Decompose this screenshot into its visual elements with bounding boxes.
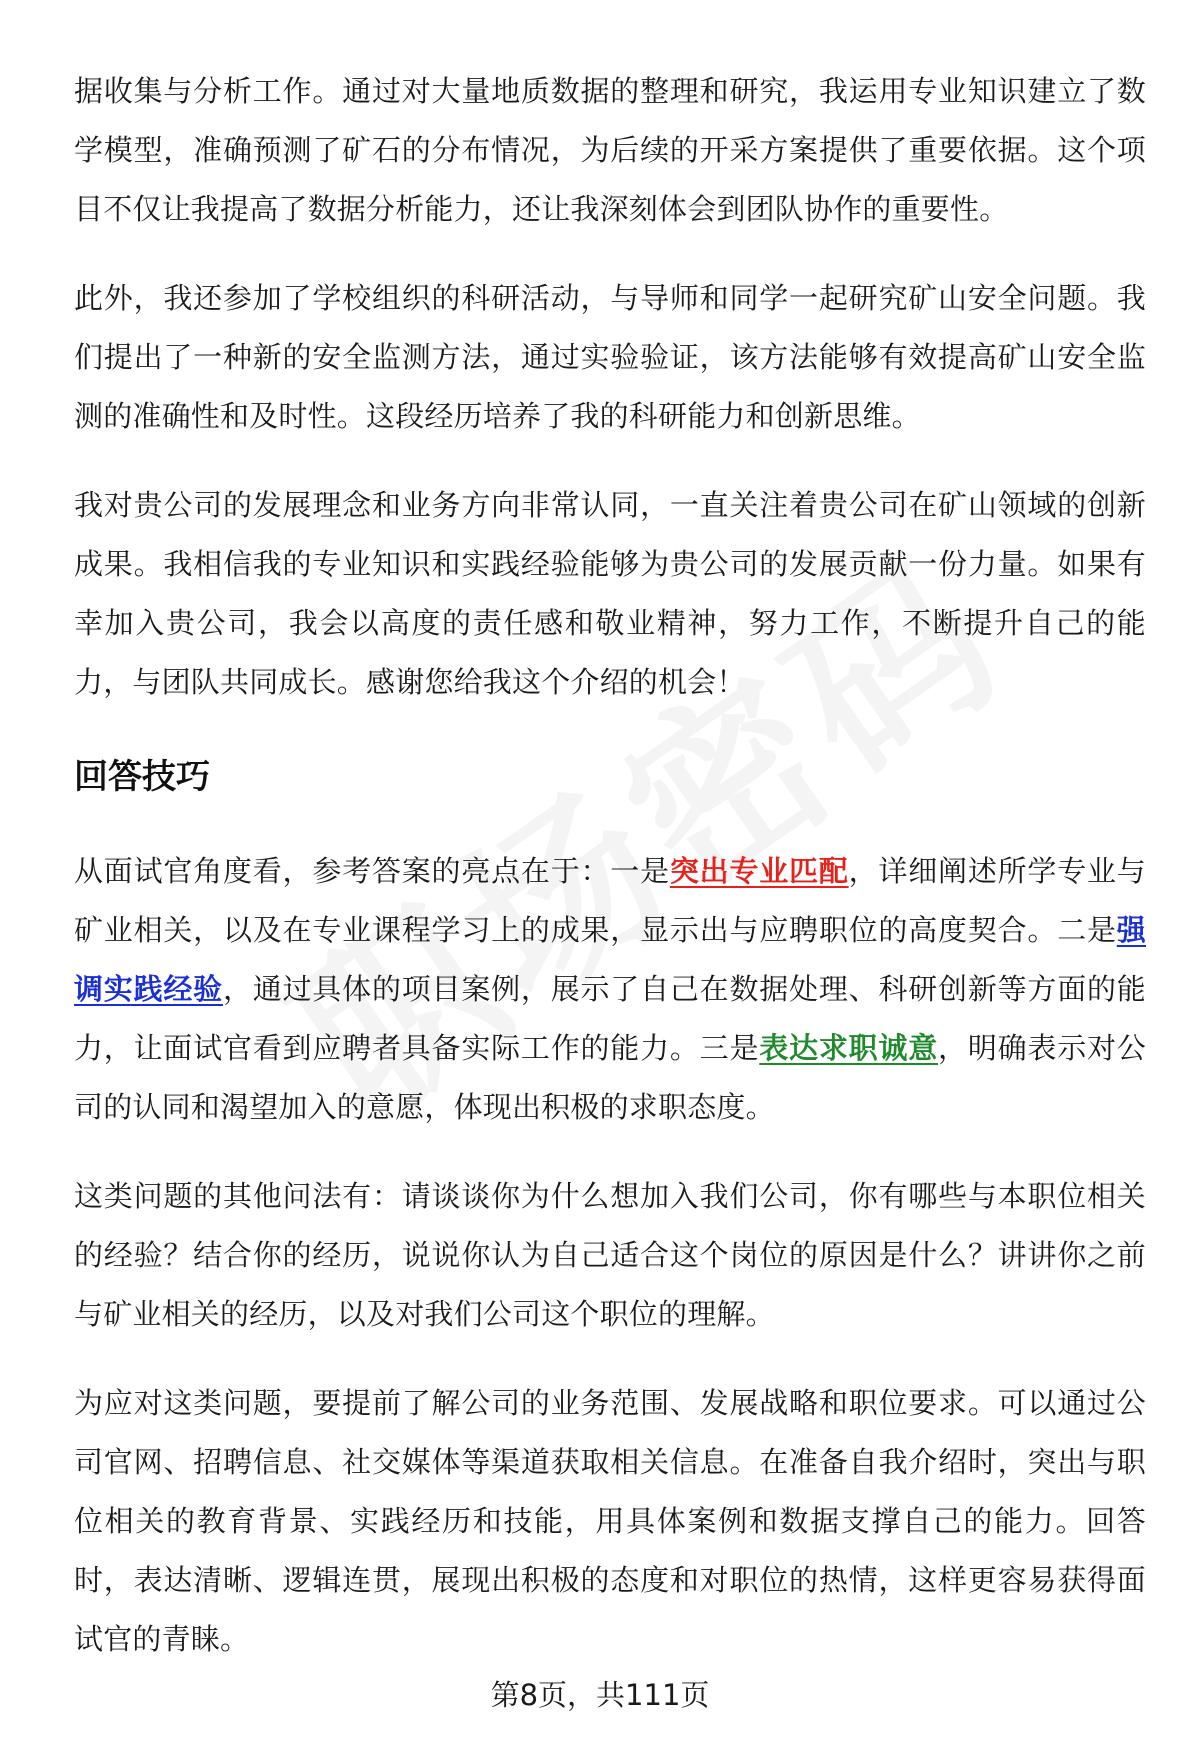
paragraph-advice: 为应对这类问题，要提前了解公司的业务范围、发展战略和职位要求。可以通过公司官网、招聘信息、社交媒体等渠道获取相关信息。在准备自我介绍时，突出与职位相关的教育背景、实践经历和技能，用具体案例和数据支撑自己的能力。回答时，表达清晰、逻辑连贯，展现出积极的态度和对职位的热情，这样更容易获得面试官的青睐。	[74, 1386, 1146, 1656]
paragraph-company-recognition: 我对贵公司的发展理念和业务方向非常认同，一直关注着贵公司在矿山领域的创新成果。我相信我的专业知识和实践经验能够为贵公司的发展贡献一份力量。如果有幸加入贵公司，我会以高度的责任感和敬业精神，努力工作，不断提升自己的能力，与团队共同成长。感谢您给我这个介绍的机会！	[74, 488, 1146, 699]
highlight-job-sincerity: 表达求职诚意	[759, 1031, 939, 1065]
paragraph-other-questions: 这类问题的其他问法有：请谈谈你为什么想加入我们公司，你有哪些与本职位相关的经验？结合你的经历，说说你认为自己适合这个岗位的原因是什么？讲讲你之前与矿业相关的经历，以及对我们公司这个职位的理解。	[74, 1179, 1146, 1331]
highlight-professional-match: 突出专业匹配	[669, 854, 849, 888]
tips-part3-text: ，明确表示对公司的认同和渴望加入的意愿，体现出积极的求职态度。	[74, 1031, 1146, 1124]
highlight-practical-experience: 强调实践经验	[74, 913, 1146, 1006]
paragraph-research-activity: 此外，我还参加了学校组织的科研活动，与导师和同学一起研究矿山安全问题。我们提出了一种新的安全监测方法，通过实验验证，该方法能够有效提高矿山安全监测的准确性和及时性。这段经历培养了我的科研能力和创新思维。	[74, 281, 1146, 433]
paragraph-project-experience: 据收集与分析工作。通过对大量地质数据的整理和研究，我运用专业知识建立了数学模型，准确预测了矿石的分布情况，为后续的开采方案提供了重要依据。这个项目不仅让我提高了数据分析能力，还让我深刻体会到团队协作的重要性。	[74, 74, 1146, 226]
tips-part1-text: ，详细阐述所学专业与矿业相关，以及在专业课程学习上的成果，显示出与应聘职位的高度契合。二是	[74, 854, 1146, 947]
section-heading-answer-tips: 回答技巧	[74, 757, 210, 797]
document-content	[74, 62, 1146, 1699]
tips-part2-text: ，通过具体的项目案例，展示了自己在数据处理、科研创新等方面的能力，让面试官看到应聘者具备实际工作的能力。三是	[74, 972, 1146, 1065]
page-number-footer: 第8页，共111页	[490, 1678, 710, 1712]
tips-intro-text: 从面试官角度看，参考答案的亮点在于：一是	[74, 854, 670, 888]
paragraph-interviewer-view	[74, 842, 1146, 1137]
